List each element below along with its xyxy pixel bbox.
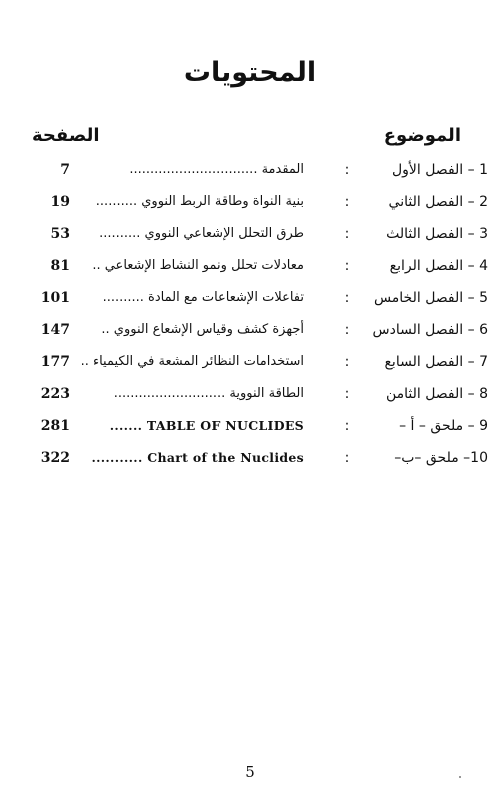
toc-row	[0, 189, 500, 217]
entry-title: أجهزة كشف وقياس الإشعاع النووي ..	[101, 322, 304, 337]
folio-page-number: 5	[245, 763, 255, 781]
page-number: 147	[40, 322, 70, 338]
colon-separator: :	[344, 322, 350, 338]
page-column-header: الصفحة	[32, 125, 100, 146]
colon-separator: :	[344, 290, 350, 306]
page-number: 53	[50, 226, 70, 242]
page-number: 7	[60, 162, 70, 178]
entry-title: ....... TABLE OF NUCLIDES	[109, 418, 304, 433]
toc-row	[0, 317, 500, 345]
page-number: 322	[40, 450, 70, 466]
page-number: 81	[50, 258, 70, 274]
colon-separator: :	[344, 162, 350, 178]
colon-separator: :	[344, 226, 350, 242]
toc-row	[0, 157, 500, 185]
page-title: المحتويات	[183, 57, 317, 88]
topic-column-header: الموضوع	[383, 125, 461, 146]
toc-row	[0, 285, 500, 313]
chapter-label: 8 – الفصل الثامن	[385, 386, 488, 402]
chapter-label: 6 – الفصل السادس	[372, 322, 488, 338]
page-number: 101	[40, 290, 70, 306]
chapter-label: 7 – الفصل السابع	[384, 354, 488, 370]
colon-separator: :	[344, 418, 350, 434]
toc-row	[0, 413, 500, 441]
toc-row	[0, 445, 500, 473]
chapter-label: 3 – الفصل الثالث	[386, 226, 488, 242]
entry-title: الطاقة النووية ...........................	[113, 386, 304, 401]
colon-separator: :	[344, 194, 350, 210]
chapter-label: 5 – الفصل الخامس	[373, 290, 488, 306]
chapter-label: 4 – الفصل الرابع	[389, 258, 488, 274]
page-number: 223	[40, 386, 70, 402]
entry-title: بنية النواة وطاقة الربط النووي ..........	[95, 194, 304, 209]
toc-row	[0, 349, 500, 377]
chapter-label: 2 – الفصل الثاني	[388, 194, 488, 210]
page-number: 177	[40, 354, 70, 370]
entry-title: معادلات تحلل ونمو النشاط الإشعاعي ..	[92, 258, 304, 273]
colon-separator: :	[344, 386, 350, 402]
colon-separator: :	[344, 450, 350, 466]
entry-title: المقدمة ...............................	[129, 162, 304, 177]
chapter-label: 1 – الفصل الأول	[391, 162, 488, 178]
print-speck	[459, 776, 461, 778]
page-number: 281	[40, 418, 70, 434]
chapter-label: 10– ملحق –ب–	[394, 450, 488, 466]
entry-title: طرق التحلل الإشعاعي النووي ..........	[99, 226, 304, 241]
entry-title: ........... Chart of the Nuclides	[91, 450, 304, 465]
colon-separator: :	[344, 354, 350, 370]
toc-row	[0, 221, 500, 249]
entry-title: استخدامات النظائر المشعة في الكيمياء ..	[80, 354, 304, 369]
toc-row	[0, 253, 500, 281]
chapter-label: 9 – ملحق – أ –	[399, 418, 488, 434]
page-number: 19	[50, 194, 70, 210]
entry-title: تفاعلات الإشعاعات مع المادة ..........	[102, 290, 304, 305]
toc-row	[0, 381, 500, 409]
colon-separator: :	[344, 258, 350, 274]
